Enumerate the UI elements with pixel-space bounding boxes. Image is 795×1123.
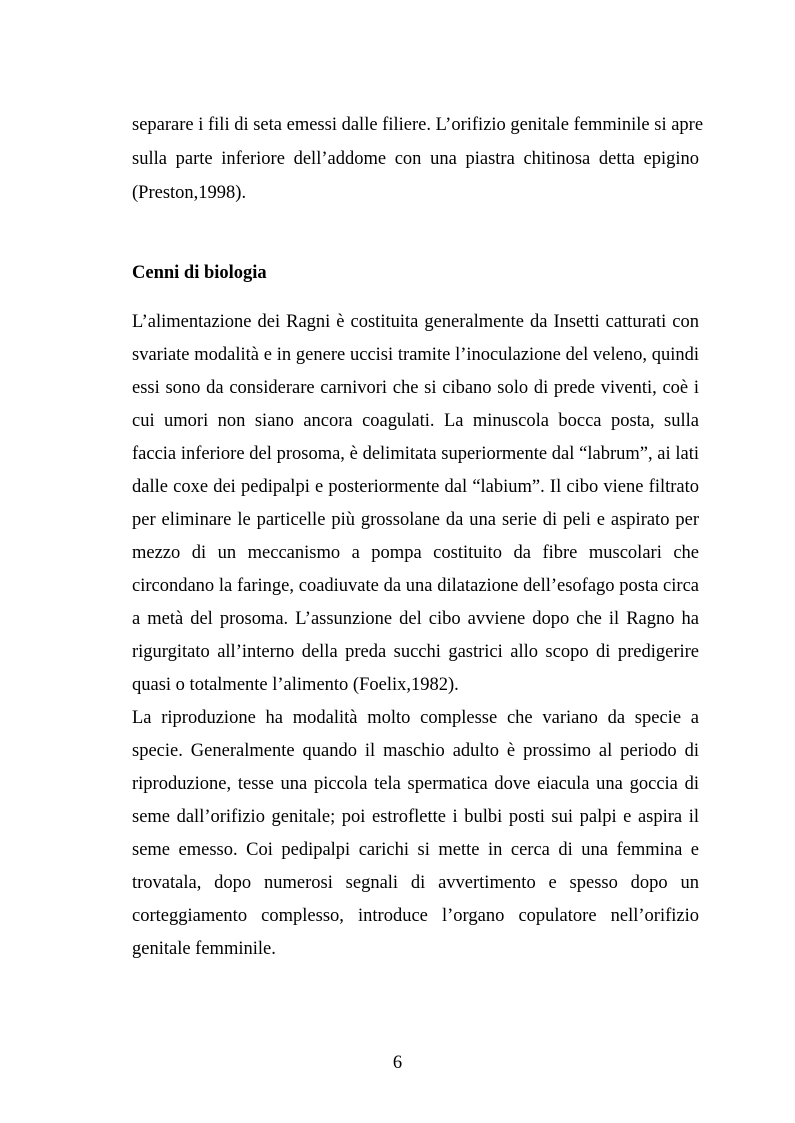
text-line: specie. Generalmente quando il maschio adulto è prossimo al periodo di xyxy=(132,741,699,761)
text-line: L’alimentazione dei Ragni è costituita generalmente da Insetti catturati con xyxy=(132,312,699,332)
text-line: (Preston,1998). xyxy=(132,183,247,203)
text-line: a metà del prosoma. L’assunzione del cibo avviene dopo che il Ragno ha xyxy=(132,609,699,629)
text-line: La riproduzione ha modalità molto complesse che variano da specie a xyxy=(132,708,699,728)
text-line: seme dall’orifizio genitale; poi estroflette i bulbi posti sui palpi e aspira il xyxy=(132,807,699,827)
text-line: svariate modalità e in genere uccisi tramite l’inoculazione del veleno, quindi xyxy=(132,345,699,365)
text-line: per eliminare le particelle più grossolane da una serie di peli e aspirato per xyxy=(132,510,699,530)
text-line: cui umori non siano ancora coagulati. La minuscola bocca posta, sulla xyxy=(132,411,699,431)
section-heading: Cenni di biologia xyxy=(132,263,267,283)
text-line: faccia inferiore del prosoma, è delimitata superiormente dal “labrum”, ai lati xyxy=(132,444,699,464)
text-line: rigurgitato all’interno della preda succhi gastrici allo scopo di predigerire xyxy=(132,642,699,662)
text-line: trovatala, dopo numerosi segnali di avvertimento e spesso dopo un xyxy=(132,873,699,893)
page-number: 6 xyxy=(392,1053,403,1073)
text-line: sulla parte inferiore dell’addome con una piastra chitinosa detta epigino xyxy=(132,149,699,169)
text-line: genitale femminile. xyxy=(132,939,276,959)
text-line: corteggiamento complesso, introduce l’organo copulatore nell’orifizio xyxy=(132,906,699,926)
text-line: mezzo di un meccanismo a pompa costituito da fibre muscolari che xyxy=(132,543,699,563)
text-line: separare i fili di seta emessi dalle filiere. L’orifizio genitale femminile si apre xyxy=(132,115,704,135)
text-line: dalle coxe dei pedipalpi e posteriormente dal “labium”. Il cibo viene filtrato xyxy=(132,477,699,497)
text-line: circondano la faringe, coadiuvate da una dilatazione dell’esofago posta circa xyxy=(132,576,699,596)
text-line: essi sono da considerare carnivori che si cibano solo di prede viventi, coè i xyxy=(132,378,699,398)
text-line: quasi o totalmente l’alimento (Foelix,1982). xyxy=(132,675,459,695)
text-line: seme emesso. Coi pedipalpi carichi si mette in cerca di una femmina e xyxy=(132,840,699,860)
text-line: riproduzione, tesse una piccola tela spermatica dove eiacula una goccia di xyxy=(132,774,699,794)
